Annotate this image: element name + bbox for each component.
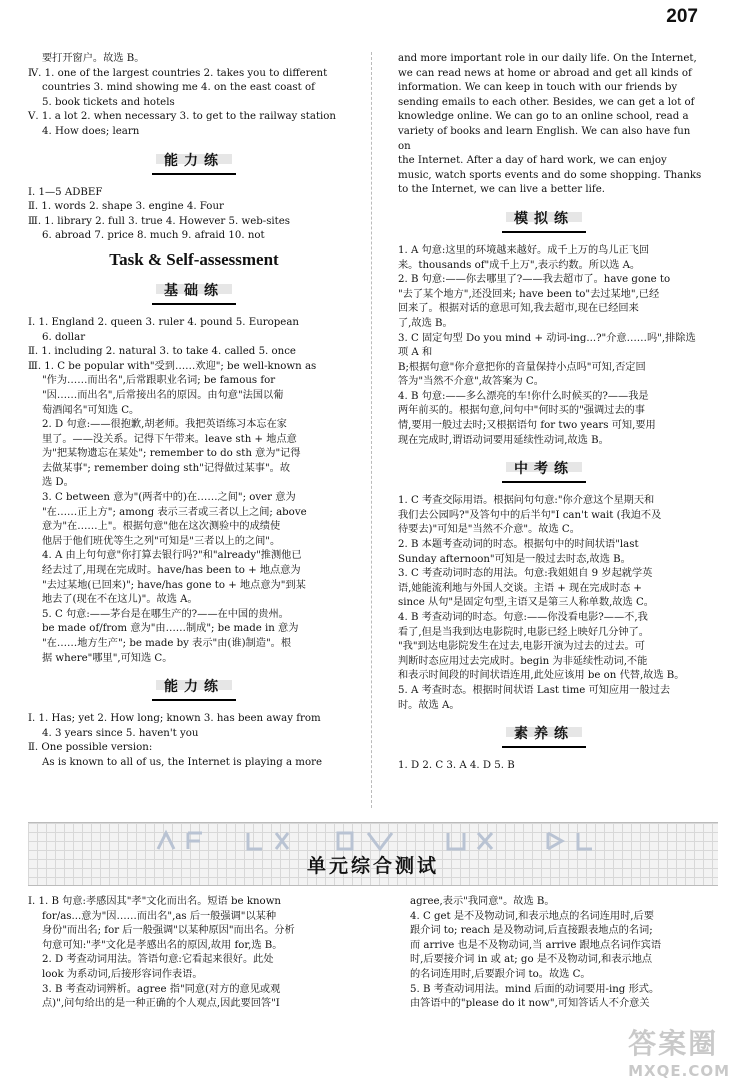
answer-line: 去做某事"; remember doing sth"记得做过某事"。故: [42, 462, 291, 474]
unit-test-answers-right: [396, 895, 704, 1012]
answer-line: countries 3. mind showing me 4. on the east coast of: [42, 82, 315, 94]
answer-line: Ⅲ. 1. C be popular with"受到……欢迎"; be well-known as: [28, 360, 317, 372]
watermark-logo: 答案圈 MXQE.COM: [628, 1027, 730, 1080]
answer-block-ability-1: [28, 186, 360, 244]
answer-line: 现在完成时,谓语动词要用延续性动词,故选 B。: [398, 434, 609, 446]
answer-line: 4. C get 是不及物动词,和表示地点的名词连用时,后要: [410, 910, 654, 922]
answer-line: 4. 3 years since 5. haven't you: [42, 727, 199, 739]
answer-line: Ⅲ. 1. library 2. full 3. true 4. However 5. web-sites: [28, 215, 291, 227]
answer-line: 1. C 考查交际用语。根据问句句意:"你介意这个星期天和: [398, 495, 655, 507]
answer-line: 他居于他们班优等生之列"可知是"三者以上的之间"。: [42, 535, 281, 547]
answer-line: 2. B 本题考查动词的时态。根据句中的时间状语"last: [398, 539, 639, 551]
answer-line: 4. How does; learn: [42, 125, 140, 137]
answer-line: 来。thousands of"成千上万",表示约数。所以选 A。: [398, 259, 641, 271]
answer-line: "我"到达电影院发生在过去,电影开演为过去的过去。可: [398, 641, 645, 653]
answer-line: 看了,但是当我到达电影院时,电影已经上映好几分钟了。: [398, 626, 649, 638]
answer-line: 5. B 考查动词用法。mind 后面的动词要用-ing 形式。: [410, 983, 660, 995]
answer-line: Ⅱ. One possible version:: [28, 742, 153, 754]
answer-line: 6. dollar: [42, 331, 86, 343]
answer-line: 意为"在……上"。根据句意"他在这次测验中的成绩使: [42, 521, 281, 533]
answer-line: 3. C 固定句型 Do you mind + 动词-ing...?"介意……吗",排除选项 A 和: [398, 332, 696, 359]
answer-line: 句意可知:"孝"文化是孝感出名的原因,故用 for,选 B。: [42, 939, 283, 951]
answer-line: 回来了。根据对话的意思可知,我去超市,现在已经回来: [398, 303, 639, 315]
answer-line: 两年前买的。根据句意,问句中"何时买的"强调过去的事: [398, 405, 645, 417]
answer-line: 的名词连用时,后要跟介词 to。故选 C。: [410, 968, 591, 980]
answer-line: 跟介词 to; reach 是及物动词,后直接跟表地点的名词;: [410, 925, 653, 937]
answer-line: 为"把某物遗忘在某处"; remember to do sth 意为"记得: [42, 448, 301, 460]
answer-line: As is known to all of us, the Internet is playing a more: [42, 756, 322, 768]
answer-line: 而 arrive 也是不及物动词,当 arrive 跟地点名词作宾语: [410, 939, 662, 951]
answer-line: Ⅰ. 1. England 2. queen 3. ruler 4. pound 5. European: [28, 316, 299, 328]
task-title: Task & Self-assessment: [109, 249, 279, 269]
answer-line: 萄酒闻名"可知选 C。: [42, 404, 140, 416]
answer-line: Sunday afternoon"可知是一般过去时态,故选 B。: [398, 553, 631, 565]
answer-line: 4. A 由上句句意"你打算去银行吗?"和"already"推测他已: [42, 550, 302, 562]
answer-line: "作为……而出名",后常跟职业名词; be famous for: [42, 375, 276, 387]
banner-decoration: [148, 829, 628, 853]
essay-line: music, watch sports events and do some shopping. Thanks: [398, 169, 702, 181]
answer-line: 2. B 句意:——你去哪里了?——我去超市了。have gone to: [398, 274, 671, 286]
answer-block-exam: [384, 494, 704, 713]
answer-line: "去过某地(已回来)"; have/has gone to + 地点意为"到某: [42, 579, 306, 591]
answer-line: 由答语中的"please do it now",可知答话人不介意关: [410, 998, 650, 1010]
essay-line: to the Internet, we can live a better life.: [398, 184, 605, 196]
answer-line: Ⅰ. 1—5 ADBEF: [28, 186, 103, 198]
essay-line: and more important role in our daily life. On the Internet,: [398, 53, 697, 64]
answer-line: 3. C between 意为"(两者中的)在……之间"; over 意为: [42, 492, 296, 504]
answer-line: 4. B 考查动词的时态。句意:——你没看电影?——不,我: [398, 612, 648, 623]
answer-line: 5. C 句意:——茅台是在哪生产的?——在中国的贵州。: [42, 608, 289, 620]
answer-line: "在……正上方"; among 表示三者或三者以上之间; above: [42, 506, 307, 518]
section-heading-ability-2: 能力练: [146, 676, 242, 704]
answer-line: "在……地方生产"; be made by 表示"由(谁)制造"。根: [42, 638, 292, 649]
answer-block-mock: [384, 244, 704, 448]
answer-line: 里了。——没关系。记得下午带来。leave sth + 地点意: [42, 433, 297, 445]
answer-line: "因……而出名",后常接出名的原因。由句意"法国以葡: [42, 389, 284, 401]
answer-line: 地去了(现在不在这儿)"。故选 A。: [42, 594, 198, 606]
column-divider: [371, 52, 372, 808]
answer-line: Ⅳ. 1. one of the largest countries 2. takes you to different: [28, 67, 328, 79]
answer-line: 据 where"哪里",可知选 C。: [42, 652, 173, 664]
answer-line: 答为"当然不介意",故答案为 C。: [398, 376, 544, 388]
banner-title: 单元综合测试: [306, 855, 439, 877]
answer-line: since 从句"是固定句型,主语又是第三人称单数,故选 C。: [398, 597, 654, 609]
essay-line: the Internet. After a day of hard work, we can enjoy: [398, 155, 667, 167]
section-heading-quality: 素养练: [496, 723, 592, 751]
answer-line: look 为系动词,后接形容词作表语。: [42, 968, 203, 980]
section-heading-ability-1: 能力练: [146, 150, 242, 178]
answer-line: 了,故选 B。: [398, 317, 453, 329]
section-heading-mock: 模拟练: [496, 208, 592, 236]
left-column: [28, 52, 360, 771]
answer-line: 语,她能流利地与外国人交谈。主语 + 现在完成时态 +: [398, 582, 642, 594]
answer-line: Ⅱ. 1. words 2. shape 3. engine 4. Four: [28, 201, 224, 213]
answer-line: Ⅴ. 1. a lot 2. when necessary 3. to get to the railway station: [28, 111, 336, 123]
essay-line: we can read news at home or abroad and get all kinds of: [398, 67, 692, 79]
answer-line: 1. A 句意:这里的环境越来越好。成千上万的鸟儿正飞回: [398, 244, 650, 256]
answer-line: Ⅰ. 1. B 句意:孝感因其"孝"文化而出名。短语 be known: [28, 896, 281, 907]
answer-line: 待要去)"可知是"当然不介意"。故选 C。: [398, 524, 580, 536]
section-heading-basic: 基础练: [146, 280, 242, 308]
answer-line: 6. abroad 7. price 8. much 9. afraid 10. not: [42, 230, 265, 242]
answer-line: 3. B 考查动词辨析。agree 指"同意(对方的意见或观: [42, 983, 281, 995]
answer-line: Ⅰ. 1. Has; yet 2. How long; known 3. has been away from: [28, 713, 321, 725]
answer-block-basic: [28, 316, 360, 666]
answer-line: be made of/from 意为"由……制成"; be made in 意为: [42, 623, 299, 635]
answer-line: 判断时态应用过去完成时。begin 为非延续性动词,不能: [398, 655, 648, 667]
unit-test-banner: [28, 822, 718, 886]
essay-line: knowledge online. We can go to an online school, read a: [398, 111, 689, 123]
unit-test-answers-left: [28, 895, 358, 1012]
right-column: [384, 52, 704, 774]
answer-line: 要打开窗户。故选 B。: [42, 53, 145, 64]
answer-line: Ⅱ. 1. including 2. natural 3. to take 4. called 5. once: [28, 346, 296, 358]
essay-line: sending emails to each other. Besides, we can get a lot of: [398, 96, 695, 108]
section-heading-exam: 中考练: [496, 458, 592, 486]
answer-line: 和表示时间段的时间状语连用,此处应该用 be on 代替,故选 B。: [398, 670, 685, 682]
page-number: 207: [666, 6, 698, 27]
answer-line: 选 D。: [42, 477, 74, 489]
answer-line: for/as...意为"因……而出名",as 后一般强调"以某种: [42, 910, 277, 922]
answer-line: 2. D 句意:——很抱歉,胡老师。我把英语练习本忘在家: [42, 419, 287, 431]
answer-line: 身份"而出名; for 后一般强调"以某种原因"而出名。分析: [42, 925, 295, 937]
answer-line: 4. B 句意:——多么漂亮的车!你什么时候买的?——我是: [398, 390, 649, 402]
answer-line: 点)",问句给出的是一种正确的个人观点,因此要回答"I: [42, 998, 280, 1010]
answer-line: 我们去公园吗?"及答句中的后半句"I can't wait (我迫不及: [398, 509, 662, 521]
answer-line: "去了某个地方",还没回来; have been to"去过某地",已经: [398, 288, 660, 300]
answer-line: 时,后要接介词 in 或 at; go 是不及物动词,和表示地点: [410, 954, 653, 966]
answer-line: 5. book tickets and hotels: [42, 96, 175, 108]
answer-line-quality: 1. D 2. C 3. A 4. D 5. B: [398, 760, 515, 772]
answer-block-top: [28, 52, 360, 140]
answer-line: 2. D 考查动词用法。答语句意:它看起来很好。此处: [42, 954, 274, 966]
essay-line: information. We can keep in touch with our friends by: [398, 82, 678, 94]
essay-block: [384, 52, 704, 198]
answer-line: 经去过了,用现在完成时。have/has been to + 地点意为: [42, 565, 301, 577]
answer-line: 5. A 考查时态。根据时间状语 Last time 可知应用一般过去: [398, 684, 671, 696]
essay-line: variety of books and learn English. We can also have fun on: [398, 125, 691, 152]
answer-line: 情,要用一般过去时;又根据语句 for two years 可知,要用: [398, 420, 656, 432]
answer-line: B;根据句意"你介意把你的音量保持小点吗"可知,否定回: [398, 361, 646, 373]
answer-line: 3. C 考查动词时态的用法。句意:我姐姐自 9 岁起就学英: [398, 568, 653, 580]
answer-line: 时。故选 A。: [398, 699, 460, 711]
answer-line: agree,表示"我同意"。故选 B。: [410, 896, 555, 907]
answer-block-ability-2: [28, 712, 360, 770]
